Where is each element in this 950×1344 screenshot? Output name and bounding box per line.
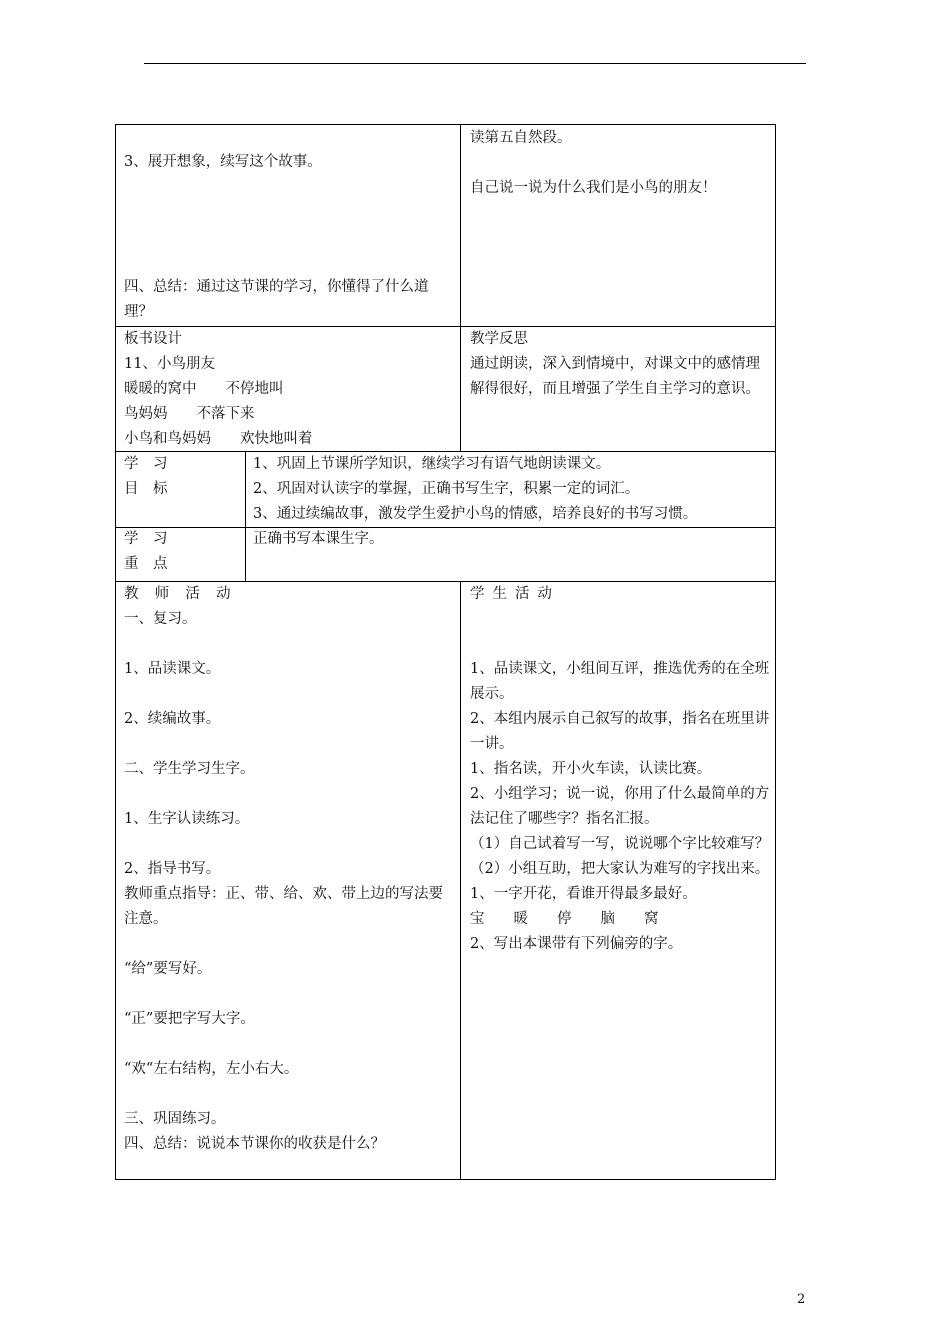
top-left-cell	[124, 150, 454, 325]
board-line: 暖暖的窝中 不停地叫	[124, 381, 284, 397]
read-paragraph-five: 读第五自然段。	[470, 130, 572, 146]
reflection-cell	[470, 327, 772, 402]
reflection-heading: 教学反思	[470, 331, 528, 347]
teacher-activities-heading: 教 师 活 动	[124, 586, 231, 602]
board-design-heading: 板书设计	[124, 331, 182, 347]
teacher-line: 1、品读课文。	[124, 661, 221, 677]
student-line: 2、写出本课带有下列偏旁的字。	[470, 936, 683, 952]
key-points-content-cell	[253, 527, 773, 552]
student-line: 1、一字开花，看谁开得最多最好。	[470, 886, 697, 902]
key-points-label-cell	[124, 527, 242, 577]
key-points-text: 正确书写本课生字。	[253, 531, 384, 547]
student-line: （1）自己试着写一写，说说哪个字比较难写？	[470, 836, 770, 852]
teacher-line: 一、复习。	[124, 611, 197, 627]
teacher-line: 2、续编故事。	[124, 711, 221, 727]
key-points-label-line: 重 点	[124, 556, 168, 572]
teacher-activities-cell	[124, 582, 456, 1157]
teacher-line: “给”要写好。	[124, 961, 212, 977]
goal-item: 1、巩固上节课所学知识，继续学习有语气地朗读课文。	[253, 456, 611, 472]
student-line: 1、品读课文，小组间互评，推选优秀的在全班展示。	[470, 661, 770, 702]
board-line: 鸟妈妈 不落下来	[124, 406, 255, 422]
continue-story-task: 3、展开想象，续写这个故事。	[124, 154, 322, 170]
student-line: （2）小组互助，把大家认为难写的字找出来。	[470, 861, 770, 877]
key-points-label-line: 学 习	[124, 531, 168, 547]
board-design-cell	[124, 327, 454, 452]
student-line: 2、本组内展示自己叙写的故事，指名在班里讲一讲。	[470, 711, 770, 752]
goal-item: 2、巩固对认读字的掌握，正确书写生字，积累一定的词汇。	[253, 481, 640, 497]
goals-label-cell	[124, 452, 242, 502]
divider-activities-vertical	[460, 581, 461, 1180]
reflection-text: 通过朗读，深入到情境中，对课文中的感情理解得很好，而且增强了学生自主学习的意识。	[470, 356, 760, 397]
header-rule	[144, 63, 806, 64]
teacher-line: 二、学生学习生字。	[124, 761, 255, 777]
teacher-line: 教师重点指导：正、带、给、欢、带上边的写法要注意。	[124, 886, 443, 927]
goal-item: 3、通过续编故事，激发学生爱护小鸟的情感，培养良好的书写习惯。	[253, 506, 698, 522]
student-line: 1、指名读，开小火车读，认读比赛。	[470, 761, 712, 777]
goals-label-line: 目 标	[124, 481, 168, 497]
goals-label-line: 学 习	[124, 456, 168, 472]
lesson-table	[115, 124, 776, 1180]
divider-top-vertical	[460, 125, 461, 451]
friend-discussion: 自己说一说为什么我们是小鸟的朋友！	[470, 180, 717, 196]
student-line: 宝 暖 停 脑 窝	[470, 911, 659, 927]
teacher-line: 三、巩固练习。	[124, 1111, 226, 1127]
student-activities-heading: 学生活动	[470, 586, 560, 602]
top-right-cell	[470, 126, 770, 201]
board-line: 11、小鸟朋友	[124, 356, 215, 372]
teacher-line: 1、生字认读练习。	[124, 811, 250, 827]
teacher-line: 2、指导书写。	[124, 861, 221, 877]
teacher-line: “欢“左右结构，左小右大。	[124, 1061, 299, 1077]
goals-content-cell	[253, 452, 773, 527]
teacher-line: “正”要把字写大字。	[124, 1011, 255, 1027]
student-line: 2、小组学习；说一说，你用了什么最简单的方法记住了哪些字？指名汇报。	[470, 786, 770, 827]
student-activities-cell	[470, 582, 772, 957]
board-line: 小鸟和鸟妈妈 欢快地叫着	[124, 431, 313, 447]
page-number: 2	[797, 1292, 806, 1307]
teacher-line: 四、总结：说说本节课你的收获是什么？	[124, 1136, 385, 1152]
divider-label-vertical	[245, 451, 246, 581]
summary-question: 四、总结：通过这节课的学习，你懂得了什么道理？	[124, 279, 429, 320]
